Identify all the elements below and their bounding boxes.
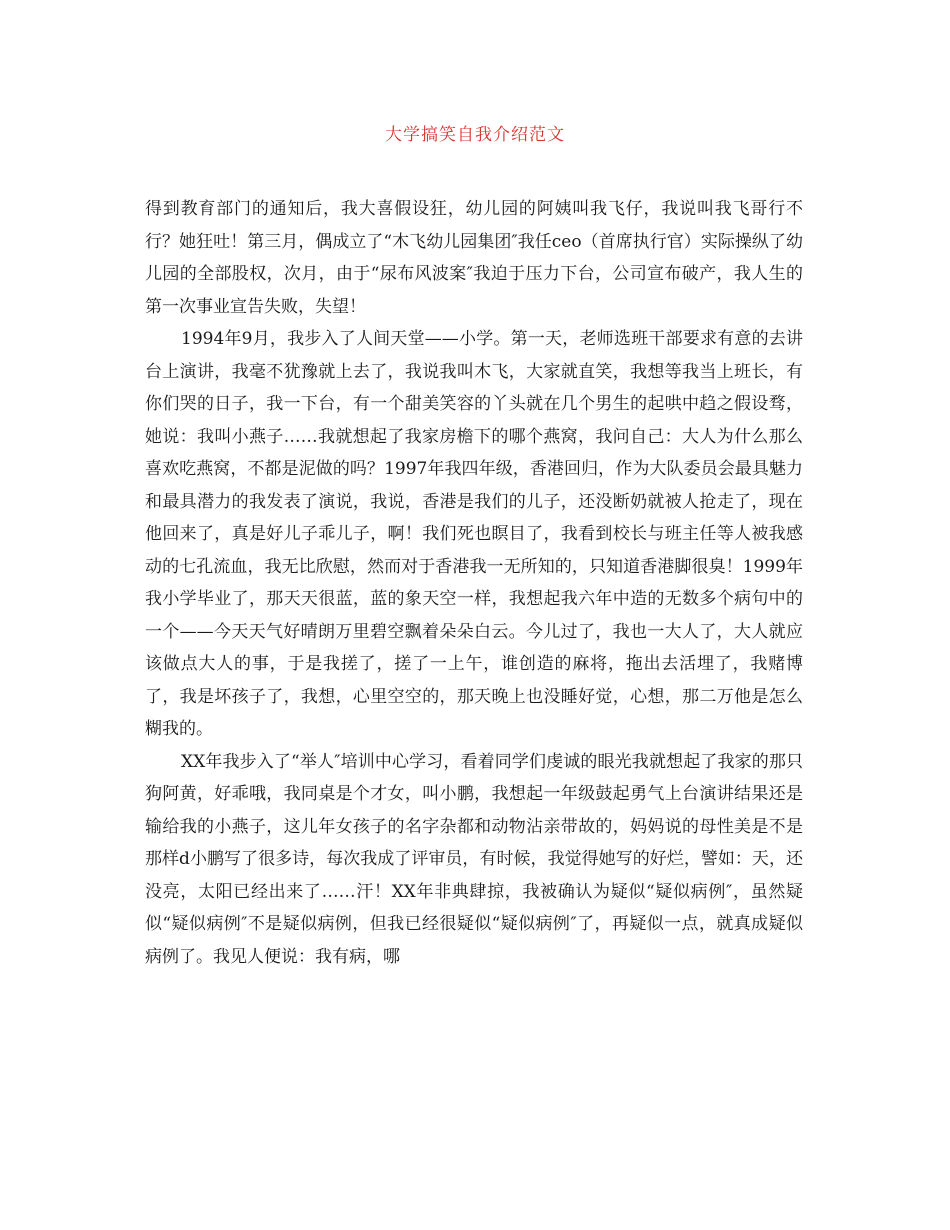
paragraph-1: 得到教育部门的通知后，我大喜假设狂，幼儿园的阿姨叫我飞仔，我说叫我飞哥行不行？她狂吐！第三月，偶成立了“木飞幼儿园集团″我任ceo（首席执行官）实际操纵了幼儿园的全部股权，次月，由于“尿布风波案″我迫于压力下台，公司宣布破产，我人生的第一次事业宣告失败，失望！ [145,199,803,317]
document-body [145,193,803,973]
paragraph-3: XX年我步入了“举人″培训中心学习，看着同学们虔诚的眼光我就想起了我家的那只狗阿黄，好乖哦，我同桌是个才女，叫小鹏，我想起一年级鼓起勇气上台演讲结果还是输给我的小燕子，这儿年女孩子的名字杂都和动物沾亲带故的，妈妈说的母性美是不是那样d小鹏写了很多诗，每次我成了评审员，有时候，我觉得她写的好烂，譬如：天，还没亮，太阳已经出来了……汗！XX年非典肆掠，我被确认为疑似“疑似病例″，虽然疑似“疑似病例″不是疑似病例，但我已经很疑似“疑似病例″了，再疑似一点，就真成疑似病例了。我见人便说：我有病，哪 [145,751,803,967]
paragraph-2: 1994年9月，我步入了人间天堂——小学。第一天，老师选班干部要求有意的去讲台上演讲，我毫不犹豫就上去了，我说我叫木飞，大家就直笑，我想等我当上班长，有你们哭的日子，我一下台，有一个甜美笑容的丫头就在几个男生的起哄中趋之假设骛，她说：我叫小燕子……我就想起了我家房檐下的哪个燕窝，我问自己：大人为什么那么喜欢吃燕窝，不都是泥做的吗？1997年我四年级，香港回归，作为大队委员会最具魅力和最具潜力的我发表了演说，我说，香港是我们的儿子，还没断奶就被人抢走了，现在他回来了，真是好儿子乖儿子，啊！我们死也瞑目了，我看到校长与班主任等人被我感动的七孔流血，我无比欣慰，然而对于香港我一无所知的，只知道香港脚很臭！1999年我小学毕业了，那天天很蓝，蓝的象天空一样，我想起我六年中造的无数多个病句中的一个——今天天气好晴朗万里碧空飘着朵朵白云。今儿过了，我也一大人了，大人就应该做点大人的事，于是我搓了，搓了一上午，谁创造的麻将，拖出去活埋了，我赌博了，我是坏孩子了，我想，心里空空的，那天晚上也没睡好觉，心想，那二万他是怎么糊我的。 [145,329,803,739]
document-title: 大学搞笑自我介绍范文 [385,125,565,145]
